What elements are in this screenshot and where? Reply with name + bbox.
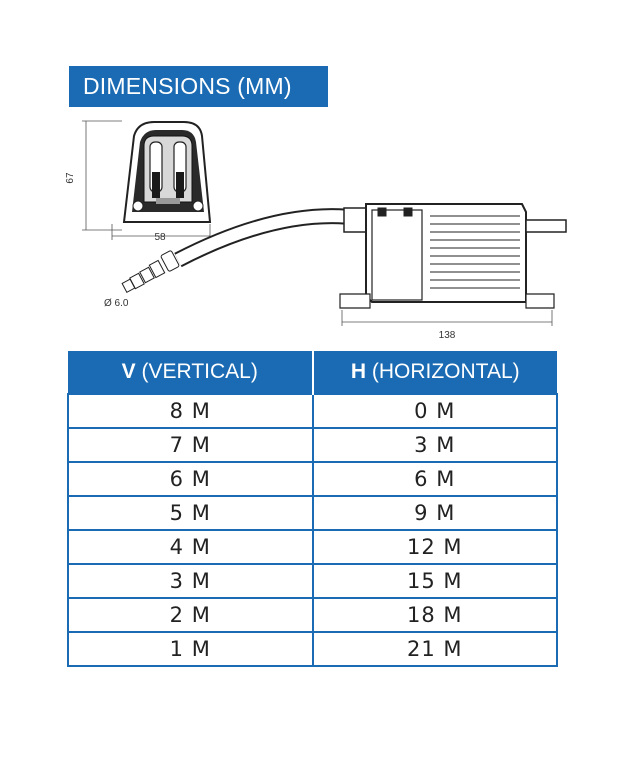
table-row <box>68 632 557 666</box>
vertical-cell: 4 M <box>68 530 313 564</box>
table-row <box>68 564 557 598</box>
height-dimension-label: 67 <box>65 172 76 184</box>
vertical-cell: 2 M <box>68 598 313 632</box>
table-row <box>68 496 557 530</box>
pump-dimension-drawing <box>60 112 580 344</box>
section-title: DIMENSIONS (MM) <box>69 66 328 107</box>
horizontal-cell: 15 M <box>313 564 558 598</box>
header-horizontal <box>313 351 558 394</box>
vertical-cell: 1 M <box>68 632 313 666</box>
horizontal-cell: 6 M <box>313 462 558 496</box>
header-horizontal-text: (HORIZONTAL) <box>366 360 520 383</box>
vertical-cell: 6 M <box>68 462 313 496</box>
horizontal-cell: 12 M <box>313 530 558 564</box>
pump-side-body <box>340 204 566 308</box>
horizontal-cell: 21 M <box>313 632 558 666</box>
horizontal-cell: 18 M <box>313 598 558 632</box>
header-vertical <box>68 351 313 394</box>
vertical-cell: 5 M <box>68 496 313 530</box>
hose-diameter-label: Ø 6.0 <box>104 298 129 309</box>
vertical-cell: 7 M <box>68 428 313 462</box>
performance-table <box>67 351 558 667</box>
width-dimension-label: 58 <box>154 232 166 243</box>
table-row <box>68 530 557 564</box>
horizontal-cell: 3 M <box>313 428 558 462</box>
performance-table-container <box>67 351 558 667</box>
table-row <box>68 598 557 632</box>
table-row <box>68 428 557 462</box>
vertical-cell: 8 M <box>68 394 313 428</box>
table-header-row <box>68 351 557 394</box>
header-vertical-text: (VERTICAL) <box>135 360 258 383</box>
header-horizontal-bold: H <box>350 360 367 383</box>
length-dimension-label: 138 <box>438 330 456 341</box>
vertical-cell: 3 M <box>68 564 313 598</box>
header-vertical-bold: V <box>121 360 136 383</box>
hose <box>122 216 360 292</box>
horizontal-cell: 0 M <box>313 394 558 428</box>
horizontal-cell: 9 M <box>313 496 558 530</box>
table-row <box>68 462 557 496</box>
table-row <box>68 394 557 428</box>
pump-front-body <box>124 122 210 222</box>
length-dimension-line <box>342 310 552 326</box>
